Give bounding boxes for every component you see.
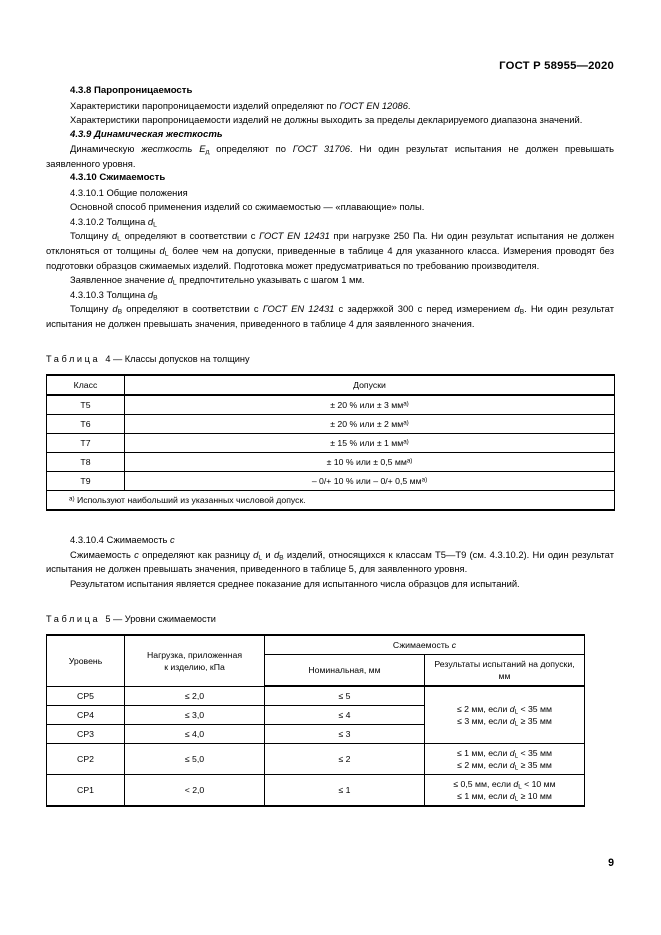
table-4-header-class: Класс (47, 375, 125, 395)
para-4-3-9-b: определяют по (209, 143, 293, 155)
results-text: ≤ 0,5 мм, если (453, 779, 514, 790)
page-body (46, 84, 614, 807)
table-4-cell-tolerance (125, 415, 615, 434)
para-4-3-10-4-c: и (262, 548, 274, 560)
table-5-cell-results (425, 744, 585, 775)
table-row (47, 434, 615, 453)
table-4-footnote-text: Используют наибольший из указанных числовой допуск. (74, 495, 306, 506)
table-5-cell-load: < 2,0 (125, 775, 265, 807)
results-line (429, 790, 580, 802)
heading-4-3-10: 4.3.10 Сжимаемость (70, 172, 166, 184)
subscript-l: L (514, 795, 519, 803)
para-4-3-10-3-d: . Ни один результат испытания не должен превышать значения, приведенного в таблице 4 для заявленного значения. (46, 303, 614, 329)
results-text: ≤ 1 мм, если (457, 748, 510, 759)
table-row (47, 472, 615, 491)
table-5-header-level: Уровень (47, 635, 125, 686)
para-4-3-10-3 (46, 302, 614, 331)
table-row (47, 415, 615, 434)
table-5-cell-level: CP2 (47, 744, 125, 775)
footnote-marker: а) (403, 400, 409, 408)
table-4-footnote (47, 491, 615, 511)
results-condition: < 10 мм (521, 779, 556, 790)
symbol-c: c (169, 534, 175, 546)
symbol-dl: d (509, 791, 515, 802)
symbol-db: d (112, 303, 118, 315)
ref-gost-en-12431: ГОСТ EN 12431 (259, 230, 330, 242)
para-4-3-8-1-a: Характеристики паропроницаемости изделий определяют по (70, 99, 340, 111)
subscript-l: L (258, 554, 263, 562)
symbol-dl: d (147, 215, 154, 227)
table-5-header-row-1 (47, 635, 585, 655)
symbol-db: d (273, 548, 280, 560)
symbol-db: d (514, 303, 520, 315)
symbol-c: c (134, 548, 139, 560)
page-number: 9 (608, 857, 614, 869)
results-condition: < 35 мм (518, 704, 552, 715)
results-line (429, 759, 580, 771)
ref-gost-en-12086: ГОСТ EN 12086 (339, 99, 408, 111)
subscript-l: L (164, 250, 169, 258)
table-5-cell-results (425, 686, 585, 744)
subscript-d: д (205, 148, 210, 156)
table-5-cell-level: CP3 (47, 725, 125, 744)
subscript-b: B (279, 554, 284, 562)
tolerance-value: ± 10 % или ± 0,5 мм (326, 457, 407, 468)
heading-4-3-10-4 (46, 533, 614, 548)
subscript-l: L (518, 783, 522, 791)
running-head: ГОСТ Р 58955—2020 (499, 60, 614, 72)
table-4-cell-tolerance (125, 395, 615, 415)
table-5-cell-level: CP1 (47, 775, 125, 807)
symbol-dl: d (111, 230, 118, 242)
tolerance-value: – 0/+ 10 % или – 0/+ 0,5 мм (311, 476, 422, 487)
para-4-3-10-2-b: определяют в соответствии с (120, 230, 260, 242)
results-condition: ≥ 35 мм (518, 716, 552, 727)
heading-4-3-10-1: 4.3.10.1 Общие положения (70, 186, 188, 198)
symbol-dl: d (509, 760, 515, 771)
para-declared-value-a: Заявленное значение (70, 274, 168, 286)
results-condition: < 35 мм (518, 748, 552, 759)
heading-4-3-9: 4.3.9 Динамическая жесткость (70, 128, 223, 140)
table-5-cell-load: ≤ 3,0 (125, 706, 265, 725)
para-4-3-10-4-1 (46, 548, 614, 577)
subscript-l: L (153, 221, 157, 229)
table-4-cell-class: T6 (47, 415, 125, 434)
table-4-cell-tolerance (125, 434, 615, 453)
table-4-cell-tolerance (125, 453, 615, 472)
para-4-3-10-4-d: изделий, относящихся к классам Т5—Т9 (см. 4.3.10.2). Ни один результат испытания не должен превышать значения, приведенного в таблице 5, для заявленного уровня. (46, 548, 614, 575)
subscript-l: L (514, 752, 519, 760)
para-4-3-9-a: Динамическую (70, 143, 142, 155)
table-5-caption-number: 5 (105, 614, 111, 625)
table-5-cell-level: CP4 (47, 706, 125, 725)
para-4-3-10-4-b: определяют как разницу (138, 548, 254, 560)
table-4-caption-number: 4 (105, 354, 111, 365)
table-5-caption-label: Таблица (46, 614, 101, 625)
para-4-3-9-1 (46, 142, 614, 171)
symbol-dl: d (159, 245, 165, 257)
symbol-dl: d (513, 779, 519, 790)
table-5-cell-nominal: ≤ 2 (265, 744, 425, 775)
table-4-header-tolerance: Допуски (125, 375, 615, 395)
para-4-3-10-3-a: Толщину (70, 303, 113, 315)
footnote-marker: а) (403, 419, 409, 427)
symbol-db: d (147, 288, 154, 300)
symbol-dl: d (509, 716, 515, 727)
symbol-dl: d (167, 274, 173, 286)
table-4-caption-label: Таблица (46, 354, 101, 365)
subscript-l: L (514, 720, 519, 728)
para-4-3-10-4-a: Сжимаемость (70, 548, 135, 560)
para-declared-value (46, 273, 614, 288)
symbol-dl: d (253, 548, 259, 560)
table-4-cell-class: T9 (47, 472, 125, 491)
results-line (429, 747, 580, 759)
tolerance-value: ± 20 % или ± 2 мм (330, 419, 404, 430)
para-4-3-10-1: Основной способ применения изделий со сжимаемостью — «плавающие» полы. (70, 201, 425, 213)
table-row (47, 686, 585, 706)
table-5-cell-nominal: ≤ 4 (265, 706, 425, 725)
heading-4-3-10-3-text: 4.3.10.3 Толщина (70, 288, 148, 300)
table-4-caption (46, 353, 614, 366)
symbol-dl: d (509, 748, 515, 759)
para-4-3-8-1 (46, 99, 614, 114)
table-5-header-results-line2: мм (498, 671, 511, 682)
subscript-l: L (514, 708, 519, 716)
para-4-3-10-4-2: Результатом испытания является среднее показание для испытанного числа образцов для испытаний. (70, 577, 520, 589)
table-5-cell-load: ≤ 2,0 (125, 686, 265, 706)
table-5-header-load (125, 635, 265, 686)
table-5-cell-nominal: ≤ 1 (265, 775, 425, 807)
footnote-marker: а) (421, 476, 428, 484)
table-5-cell-load: ≤ 4,0 (125, 725, 265, 744)
table-4-cell-tolerance (125, 472, 615, 491)
table-5-cell-level: CP5 (47, 686, 125, 706)
subscript-b: B (117, 308, 123, 316)
results-text: ≤ 3 мм, если (457, 716, 510, 727)
table-4-header-row (47, 375, 615, 395)
table-5-cell-nominal: ≤ 5 (265, 686, 425, 706)
para-4-3-10-2-d: более чем на допуски, приведенные в таблице 4 для указанного класса. Измерения проводят без подготовки образцов сжимаемых изделий. Подготовка может предусматриваться по требованию производителя. (46, 245, 614, 271)
table-5-header-results-line1: Результаты испытаний на допуски, (434, 659, 575, 670)
para-4-3-8-1-b: . (407, 99, 411, 111)
table-4-cell-class: T7 (47, 434, 125, 453)
results-condition: ≥ 35 мм (518, 760, 552, 771)
table-row (47, 775, 585, 807)
table-4-cell-class: T8 (47, 453, 125, 472)
term-dynamic-stiffness: жесткость E (141, 143, 206, 155)
footnote-marker: а) (406, 457, 413, 465)
table-row (47, 395, 615, 415)
table-5-cell-nominal: ≤ 3 (265, 725, 425, 744)
table-row (47, 453, 615, 472)
subscript-l: L (514, 764, 519, 772)
table-5-header-results (425, 655, 585, 687)
subscript-l: L (172, 279, 177, 287)
table-5-cell-results (425, 775, 585, 807)
table-4-tolerance-classes (46, 374, 615, 511)
heading-4-3-10-3 (46, 288, 614, 303)
results-condition: ≥ 10 мм (518, 791, 552, 802)
table-5-caption-title: — Уровни сжимаемости (113, 614, 216, 625)
results-text: ≤ 2 мм, если (457, 760, 510, 771)
para-4-3-10-2-a: Толщину (70, 230, 112, 242)
symbol-dl: d (509, 704, 515, 715)
heading-4-3-10-4-text: 4.3.10.4 Сжимаемость (70, 534, 170, 546)
table-5-header-load-line2: к изделию, кПа (164, 662, 225, 673)
subscript-b: B (153, 294, 158, 302)
para-4-3-9-c: . Ни один результат испытания не должен превышать заявленного уровня. (46, 143, 614, 169)
para-4-3-10-2 (46, 229, 614, 273)
table-4-caption-title: — Классы допусков на толщину (113, 354, 250, 365)
para-declared-value-b: предпочтительно указывать с шагом 1 мм. (176, 274, 365, 286)
heading-4-3-8: 4.3.8 Паропроницаемость (70, 85, 193, 96)
para-4-3-10-2-c: при нагрузке 250 Па. Ни один результат испытания не должен отклоняться от толщины (46, 230, 615, 257)
footnote-marker: а) (69, 495, 75, 503)
table-4-cell-class: T5 (47, 395, 125, 415)
results-line (429, 703, 580, 715)
table-5-header-load-line1: Нагрузка, приложенная (146, 650, 243, 661)
ref-gost-en-12431: ГОСТ EN 12431 (262, 303, 335, 315)
table-5-compressibility-levels (46, 634, 585, 807)
results-line (429, 715, 580, 727)
results-text: ≤ 2 мм, если (457, 704, 510, 715)
para-4-3-10-3-b: определяют в соответствии с (122, 303, 263, 315)
heading-4-3-10-2 (46, 215, 614, 230)
tolerance-value: ± 20 % или ± 3 мм (330, 400, 404, 411)
footnote-marker: а) (403, 438, 409, 446)
symbol-c: c (451, 640, 457, 651)
table-row (47, 744, 585, 775)
subscript-l: L (117, 235, 121, 243)
results-text: ≤ 1 мм, если (457, 791, 510, 802)
tolerance-value: ± 15 % или ± 1 мм (330, 438, 404, 449)
table-4-note-row (47, 491, 615, 511)
table-5-header-compressibility-group (265, 635, 585, 655)
subscript-b: B (519, 308, 525, 316)
table-5-header-nominal: Номинальная, мм (265, 655, 425, 687)
heading-4-3-10-2-text: 4.3.10.2 Толщина (70, 215, 148, 227)
table-5-header-compressibility-text: Сжимаемость (392, 640, 452, 651)
results-line (429, 778, 580, 790)
para-4-3-10-3-c: с задержкой 300 с перед измерением (334, 303, 515, 315)
table-5-caption (46, 613, 614, 626)
table-5-cell-load: ≤ 5,0 (125, 744, 265, 775)
ref-gost-31706: ГОСТ 31706 (292, 143, 350, 155)
para-4-3-8-2: Характеристики паропроницаемости изделий не должны выходить за пределы декларируемого диапазона значений. (70, 114, 583, 126)
